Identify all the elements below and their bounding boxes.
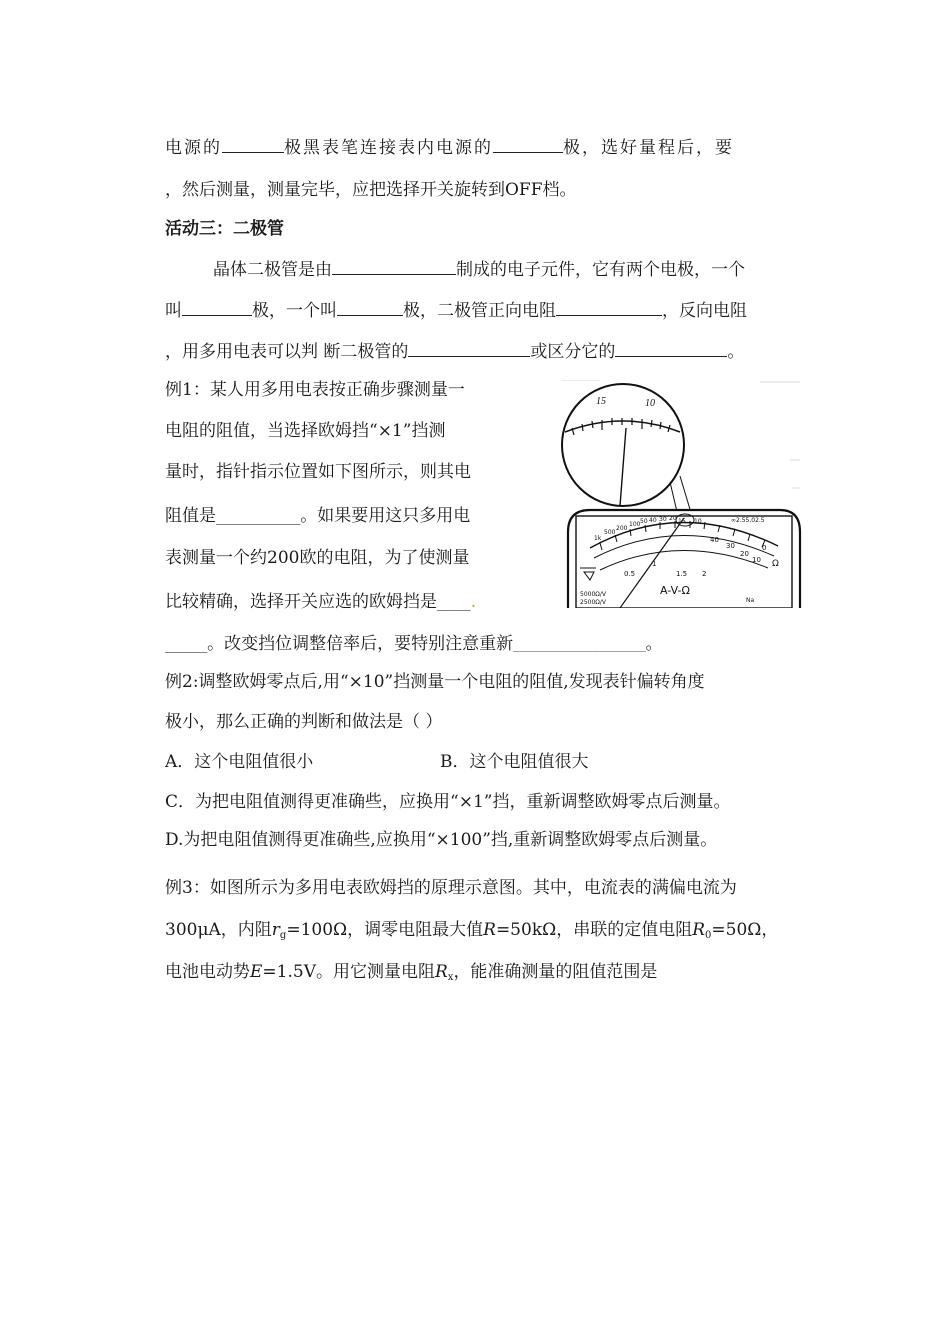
ex3-symbol: R (483, 920, 496, 940)
diode-text: ，用多用电表可以判 断二极管的 (165, 342, 409, 362)
scale-label: 50 (640, 518, 648, 525)
zoom-tick-label: 10 (645, 398, 655, 409)
ex1-line-1: 例1：某人用多用电表按正确步骤测量一 (165, 380, 465, 400)
ex1-dot: . (470, 592, 477, 612)
scale-label: 10 (694, 518, 702, 525)
scale-label: 0.5 (624, 570, 636, 578)
ex1-text: 。 (645, 634, 663, 654)
ex2-line-2: 极小，那么正确的判断和做法是（ ） (165, 712, 443, 732)
scale-label: 2 (702, 570, 707, 578)
ex1-line-3: 量时，指针指示位置如下图所示，则其电 (165, 462, 471, 482)
scale-label: 20 (669, 515, 677, 522)
ex3-text: =100Ω，调零电阻最大值 (286, 920, 484, 940)
scale-label: 1 (652, 560, 657, 568)
ex2-line-1: 例2:调整欧姆零点后,用“×10”挡测量一个电阻的阻值,发现表针偏转角度 (165, 672, 705, 692)
blank (222, 134, 284, 153)
scale-label: 15 (678, 518, 686, 525)
p1-line (165, 134, 734, 160)
ex3-symbol: R (692, 920, 706, 940)
ex3-symbol: R (434, 962, 448, 982)
p1-text-b: 极黑表笔连接表内电源的 (284, 138, 493, 158)
ex3-text: =50kΩ，串联的定值电阻 (495, 920, 693, 940)
ex3-subscript: 0 (705, 930, 712, 941)
multimeter-figure (560, 380, 805, 608)
blank (493, 134, 563, 153)
meter-spec: 5000Ω/V (580, 591, 606, 598)
scale-label: 1.5 (676, 570, 688, 578)
ex2-option-d: D.为把电阻值测得更准确些,应换用“×100”挡,重新调整欧姆零点后测量。 (165, 830, 718, 850)
zoom-lens (562, 384, 684, 506)
ex1-line-2: 电阻的阻值，当选择欧姆挡“×1”挡测 (165, 421, 446, 441)
diode-text: 或区分它的 (530, 342, 616, 362)
meter-brand: A-V-Ω (660, 584, 690, 597)
scale-label: 40 (710, 536, 719, 544)
diode-text: 极，一个叫 (252, 301, 337, 321)
diode-text: 晶体二极管是由 (213, 260, 332, 280)
diode-line-1 (213, 256, 745, 282)
scale-label: 500 (604, 529, 616, 536)
blank (182, 297, 252, 316)
ex2-option-b: B．这个电阻值很大 (440, 752, 589, 772)
scale-label: 30 (659, 516, 667, 523)
ex3-symbol: r (271, 920, 280, 940)
scale-label: 10 (752, 556, 761, 564)
ex3-line-2 (165, 918, 778, 948)
ex3-text: 300μA，内阻 (165, 920, 272, 940)
scale-label: 200 (616, 525, 628, 532)
diode-text: 极，二极管正向电阻 (403, 301, 556, 321)
blank (556, 297, 662, 316)
meter-spec: 2500Ω/V (580, 599, 606, 606)
ex1-text: 。改变挡位调整倍率后，要特别注意重新 (207, 634, 514, 654)
scale-label: 30 (726, 542, 735, 550)
scale-label: ∞2.55,02.5 (731, 517, 765, 524)
ex1-blank: _____ (165, 637, 208, 653)
ex1-blank: __________ (216, 509, 301, 525)
ex3-symbol: E (250, 962, 263, 982)
p1-text-a: 电源的 (165, 138, 222, 158)
zoom-tick-label: 15 (596, 396, 606, 407)
diode-text: ，反向电阻 (662, 301, 747, 321)
p1-text-c: 极，选好量程后，要 (563, 138, 734, 158)
ex1-line-5: 表测量一个约200欧的电阻，为了使测量 (165, 548, 470, 568)
ex1-text: 比较精确，选择开关应选的欧姆挡是 (165, 592, 437, 612)
ex3-text: =1.5V。用它测量电阻 (262, 962, 435, 982)
ex3-line-1: 例3：如图所示为多用电表欧姆挡的原理示意图。其中，电流表的满偏电流为 (165, 878, 737, 898)
ex1-text: 。如果要用这只多用电 (300, 506, 471, 526)
meter-badge: Na (746, 597, 755, 604)
ex1-line-4 (165, 504, 470, 529)
blank (332, 256, 456, 275)
scale-label: 1k (594, 535, 602, 542)
ex2-option-a: A．这个电阻值很小 (165, 752, 314, 772)
scale-label: 0 (762, 544, 767, 552)
blank (337, 297, 403, 316)
blank (408, 338, 530, 357)
diode-text: 制成的电子元件，它有两个电极，一个 (456, 260, 745, 280)
section-title: 活动三：二极管 (165, 219, 284, 239)
scale-label: 40 (649, 517, 657, 524)
ex3-text: ，能准确测量的阻值范围是 (453, 962, 658, 982)
ex1-line-7 (165, 632, 663, 658)
ohm-symbol: Ω (772, 559, 779, 569)
ex1-text: 阻值是 (165, 506, 216, 526)
ex1-blank: ____________________ (513, 639, 646, 652)
ex3-subscript: x (447, 972, 454, 983)
blank (615, 338, 727, 357)
ex3-subscript: g (279, 930, 287, 941)
diode-text: 。 (727, 342, 745, 362)
p2-line: ，然后测量，测量完毕，应把选择开关旋转到OFF档。 (165, 180, 577, 200)
scale-label: 100 (629, 521, 641, 528)
ex2-option-c: C．为把电阻值测得更准确些，应换用“×1”挡，重新调整欧姆零点后测量。 (165, 792, 731, 812)
ex3-text: =50Ω， (711, 920, 779, 940)
ex3-text: 电池电动势 (165, 962, 250, 982)
diode-line-2 (165, 297, 747, 323)
scale-label: 20 (740, 550, 749, 558)
diode-line-3 (165, 338, 744, 364)
ex1-line-6 (165, 590, 476, 615)
diode-text: 叫 (165, 301, 182, 321)
ex1-blank: ____ (437, 595, 471, 611)
ex3-line-3 (165, 960, 657, 990)
